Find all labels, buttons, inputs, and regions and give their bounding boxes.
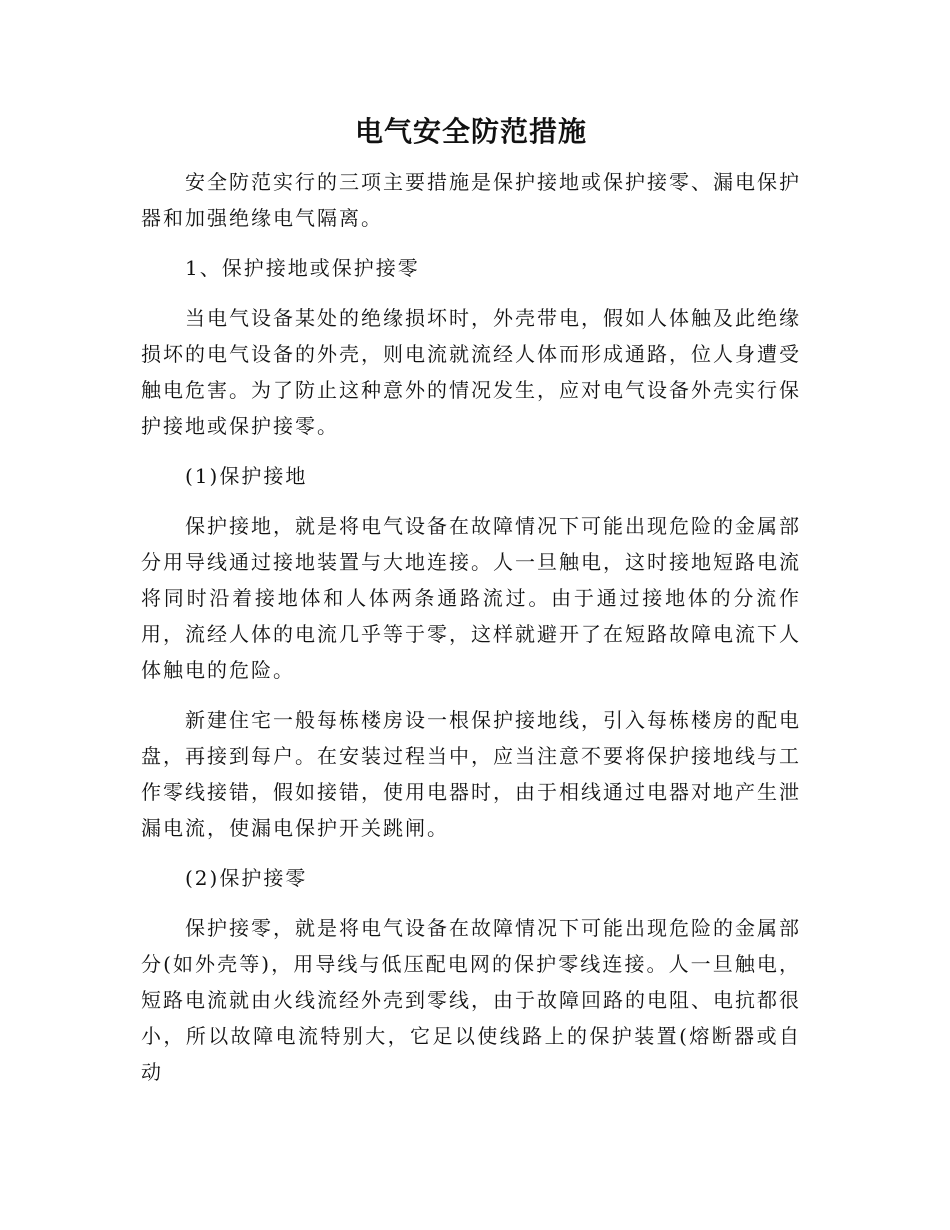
- protective-grounding-paragraph: 保护接地，就是将电气设备在故障情况下可能出现危险的金属部分用导线通过接地装置与大地连接。人一旦触电，这时接地短路电流将同时沿着接地体和人体两条通路流过。由于通过接地体的分流作用，流经人体的电流几乎等于零，这样就避开了在短路故障电流下人体触电的危险。: [141, 514, 801, 682]
- protective-neutral-paragraph: 保护接零，就是将电气设备在故障情况下可能出现危险的金属部分(如外壳等)，用导线与低压配电网的保护零线连接。人一旦触电，短路电流就由火线流经外壳到零线，由于故障回路的电阻、电抗都很小，所以故障电流特别大，它足以使线路上的保护装置(熔断器或自动: [141, 916, 801, 1084]
- section-heading-grounding-or-neutral: 1、保护接地或保护接零: [185, 256, 420, 280]
- subheading-protective-grounding: (1)保护接地: [185, 464, 308, 488]
- residential-grounding-paragraph: 新建住宅一般每栋楼房设一根保护接地线，引入每栋楼房的配电盘，再接到每户。在安装过程当中，应当注意不要将保护接地线与工作零线接错，假如接错，使用电器时，由于相线通过电器对地产生泄漏电流，使漏电保护开关跳闸。: [141, 708, 801, 840]
- insulation-damage-paragraph: 当电气设备某处的绝缘损坏时，外壳带电，假如人体触及此绝缘损坏的电气设备的外壳，则电流就流经人体而形成通路，位人身遭受触电危害。为了防止这种意外的情况发生，应对电气设备外壳实行保护接地或保护接零。: [141, 306, 801, 438]
- intro-paragraph: 安全防范实行的三项主要措施是保护接地或保护接零、漏电保护器和加强绝缘电气隔离。: [141, 170, 801, 230]
- subheading-protective-neutral: (2)保护接零: [185, 866, 308, 890]
- document-body: [141, 112, 801, 1104]
- document-title: 电气安全防范措施: [354, 115, 587, 148]
